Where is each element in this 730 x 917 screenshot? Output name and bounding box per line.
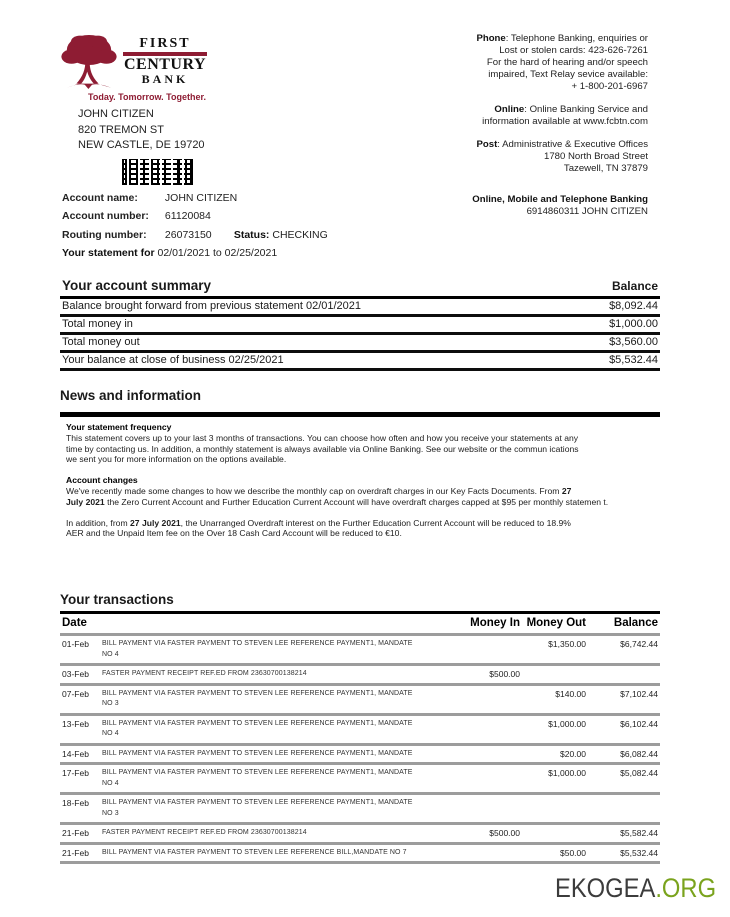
statement-frequency-line: This statement covers up to your last 3 months of transactions. You can choose how often and how you receive your statements at any <box>66 432 579 443</box>
transaction-description <box>102 669 456 680</box>
transaction-description-line: BILL PAYMENT VIA FASTER PAYMENT TO STEVEN LEE REFERENCE PAYMENT1, MANDATE <box>102 799 413 806</box>
transaction-date: 17-Feb <box>62 768 89 778</box>
statement-period-value: 02/01/2021 to 02/25/2021 <box>154 246 278 259</box>
phone-line: Lost or stolen cards: 423-626-7261 <box>499 45 648 56</box>
transaction-balance: $6,102.44 <box>620 718 658 729</box>
header-money-in: Money In <box>470 617 520 629</box>
post-label: Post <box>476 139 498 150</box>
transactions-header-row <box>60 611 660 636</box>
transaction-date: 01-Feb <box>62 639 89 649</box>
account-name-value: JOHN CITIZEN <box>164 192 238 204</box>
summary-row-label: Total money in <box>62 318 133 330</box>
summary-row-value: $8,092.44 <box>609 300 658 312</box>
online-label: Online <box>494 104 525 115</box>
status-label: Status: <box>233 228 270 241</box>
account-number-value: 61120084 <box>164 210 211 223</box>
transaction-description-line: BILL PAYMENT VIA FASTER PAYMENT TO STEVEN LEE REFERENCE PAYMENT1, MANDATE <box>102 689 413 697</box>
bank-name-first: FIRST <box>139 36 191 51</box>
account-number-label: Account number: <box>62 210 149 223</box>
summary-title: Your account summary <box>62 278 212 293</box>
news-body <box>66 422 658 539</box>
post-line: Tazewell, TN 37879 <box>563 163 648 174</box>
phone-label: Phone <box>476 33 506 44</box>
header-balance: Balance <box>613 617 658 629</box>
account-info <box>62 189 328 262</box>
table-row <box>60 765 660 795</box>
transaction-description-line: BILL PAYMENT VIA FASTER PAYMENT TO STEVEN LEE REFERENCE BILL,MANDATE NO 7 <box>102 848 407 856</box>
phone-line: For the hard of hearing and/or speech <box>486 57 648 68</box>
summary-balance-header: Balance <box>611 279 658 293</box>
table-row <box>60 716 660 746</box>
news-divider-bar <box>60 412 660 417</box>
transaction-date: 21-Feb <box>62 847 89 858</box>
barcode <box>122 159 194 185</box>
statement-period-row <box>62 244 328 262</box>
contact-block <box>338 33 648 218</box>
summary-row <box>60 317 660 335</box>
transaction-money-in: $500.00 <box>489 669 520 679</box>
table-row <box>60 666 660 686</box>
online-mobile-banking-id: 6914860311 JOHN CITIZEN <box>526 206 648 217</box>
addition-line: AER and the Unpaid Item fee on the Over 18 Cash Card Account will be reduced to €10. <box>66 528 402 539</box>
transaction-date: 18-Feb <box>62 798 89 808</box>
phone-line: + 1-800-201-6967 <box>571 81 648 92</box>
watermark <box>555 873 716 904</box>
spacer <box>66 465 658 475</box>
phone-line: impaired, Text Relay sevice available: <box>488 69 648 80</box>
transaction-description-line: BILL PAYMENT VIA FASTER PAYMENT TO STEVEN LEE REFERENCE PAYMENT1, MANDATE <box>102 640 413 647</box>
summary-row-value: $5,532.44 <box>609 354 658 366</box>
news-section-title: News and information <box>60 388 202 403</box>
bank-tagline: Today. Tomorrow. Together. <box>88 92 207 102</box>
transaction-balance: $7,102.44 <box>620 688 658 699</box>
table-row <box>60 686 660 716</box>
summary-row-label: Balance brought forward from previous statement 02/01/2021 <box>62 300 362 312</box>
transaction-money-out: $140.00 <box>555 688 586 699</box>
transaction-description-line: NO 4 <box>102 650 119 658</box>
transaction-description <box>102 798 456 819</box>
spacer <box>66 508 658 518</box>
header-date: Date <box>62 617 87 629</box>
transaction-date: 07-Feb <box>62 688 89 699</box>
transaction-description <box>102 848 456 859</box>
transaction-date: 14-Feb <box>62 748 89 759</box>
transaction-money-out: $50.00 <box>560 847 586 858</box>
transaction-description-line: BILL PAYMENT VIA FASTER PAYMENT TO STEVEN LEE REFERENCE PAYMENT1, MANDATE <box>102 719 413 727</box>
online-line: : Online Banking Service and <box>524 104 648 115</box>
contact-post <box>338 139 648 175</box>
table-row <box>60 636 660 666</box>
table-row <box>60 825 660 845</box>
addition-line: In addition, from 27 July 2021, the Unarranged Overdraft interest on the Further Education Current Account will be reduced to 18.9% <box>66 517 571 528</box>
watermark-brand: EKOGEA <box>554 873 656 903</box>
transaction-balance: $6,742.44 <box>620 639 658 649</box>
header-description <box>102 617 456 629</box>
transaction-date: 03-Feb <box>62 669 89 679</box>
transaction-date: 21-Feb <box>62 828 89 838</box>
contact-phone <box>338 33 648 93</box>
transaction-description-line: NO 3 <box>102 700 119 707</box>
transaction-description <box>102 768 456 789</box>
online-mobile-banking-title: Online, Mobile and Telephone Banking <box>472 194 648 205</box>
post-line: 1780 North Broad Street <box>544 151 648 162</box>
bank-name-bank: BANK <box>141 71 189 86</box>
account-name-label: Account name: <box>62 192 138 204</box>
transaction-balance: $5,082.44 <box>620 768 658 778</box>
transaction-description <box>102 749 456 760</box>
table-row <box>60 795 660 825</box>
recipient-street: 820 TREMON ST <box>78 123 164 136</box>
transaction-money-out: $1,350.00 <box>548 639 586 649</box>
logo-rule <box>123 52 207 56</box>
summary-row-label: Total money out <box>62 336 140 348</box>
routing-number-value: 26073150 <box>164 228 212 241</box>
transaction-description-line: NO 4 <box>102 730 119 737</box>
table-row <box>60 845 660 865</box>
recipient-name: JOHN CITIZEN <box>78 108 154 120</box>
transaction-money-out: $1,000.00 <box>548 718 586 729</box>
statement-frequency-line: we sent you for more information on the options available. <box>66 454 287 465</box>
online-line: information available at www.fcbtn.com <box>482 116 648 127</box>
transaction-description <box>102 639 456 660</box>
recipient-city: NEW CASTLE, DE 19720 <box>78 139 205 152</box>
transaction-money-in: $500.00 <box>489 828 520 838</box>
phone-line: : Telephone Banking, enquiries or <box>505 33 648 44</box>
watermark-suffix: .ORG <box>655 873 716 903</box>
post-line: : Administrative & Executive Offices <box>497 139 648 150</box>
account-number-row <box>62 207 328 225</box>
transaction-description-line: FASTER PAYMENT RECEIPT REF.ED FROM 23630700138214 <box>102 670 307 677</box>
statement-frequency-line: time by contacting us. In addition, a monthly statement is always available via Online Banking. See our website or the commun ications <box>66 443 579 454</box>
routing-number-label: Routing number: <box>62 228 147 241</box>
transaction-description <box>102 828 456 839</box>
account-summary-table <box>60 278 660 371</box>
bank-tree-logo-icon <box>56 32 122 92</box>
transactions-section-title: Your transactions <box>60 592 174 607</box>
transaction-description-line: BILL PAYMENT VIA FASTER PAYMENT TO STEVEN LEE REFERENCE PAYMENT1, MANDATE <box>102 749 413 757</box>
summary-row-label: Your balance at close of business 02/25/2021 <box>62 354 284 366</box>
summary-row-value: $1,000.00 <box>609 318 658 330</box>
status-value: CHECKING <box>272 228 328 241</box>
transaction-date: 13-Feb <box>62 718 89 729</box>
transaction-balance: $6,082.44 <box>620 748 658 759</box>
transaction-description <box>102 719 456 740</box>
routing-number-row <box>62 226 328 244</box>
transaction-description-line: NO 3 <box>102 809 119 817</box>
transaction-money-out: $1,000.00 <box>548 768 586 778</box>
contact-online <box>338 104 648 128</box>
summary-row <box>60 299 660 317</box>
transaction-description <box>102 689 456 710</box>
recipient-address <box>78 107 205 154</box>
statement-period-label: Your statement for <box>62 246 155 259</box>
transaction-description-line: BILL PAYMENT VIA FASTER PAYMENT TO STEVEN LEE REFERENCE PAYMENT1, MANDATE <box>102 769 413 776</box>
bank-name-century: CENTURY <box>123 55 207 73</box>
account-changes-line: July 2021 the Zero Current Account and Further Education Current Account will have overdraft charges capped at $95 per monthly statemen t. <box>66 496 609 507</box>
header-money-out: Money Out <box>526 617 586 629</box>
summary-row <box>60 335 660 353</box>
account-name-row <box>62 189 328 207</box>
transaction-description-line: NO 4 <box>102 779 119 787</box>
summary-header-row <box>60 278 660 299</box>
account-changes-title: Account changes <box>66 475 138 486</box>
table-row <box>60 746 660 766</box>
statement-frequency-title: Your statement frequency <box>66 422 172 432</box>
transaction-money-out: $20.00 <box>560 748 586 759</box>
account-changes-line: We've recently made some changes to how we describe the monthly cap on overdraft charges in our Key Facts Documents. From 27 <box>66 485 572 496</box>
online-mobile-banking <box>338 194 648 218</box>
summary-row <box>60 353 660 371</box>
transactions-table <box>60 611 660 864</box>
transaction-description-line: FASTER PAYMENT RECEIPT REF.ED FROM 23630700138214 <box>102 829 307 836</box>
summary-row-value: $3,560.00 <box>609 336 658 348</box>
transaction-balance: $5,582.44 <box>620 828 658 838</box>
bank-logo-wordmark <box>121 36 209 86</box>
transaction-balance: $5,532.44 <box>620 847 658 858</box>
